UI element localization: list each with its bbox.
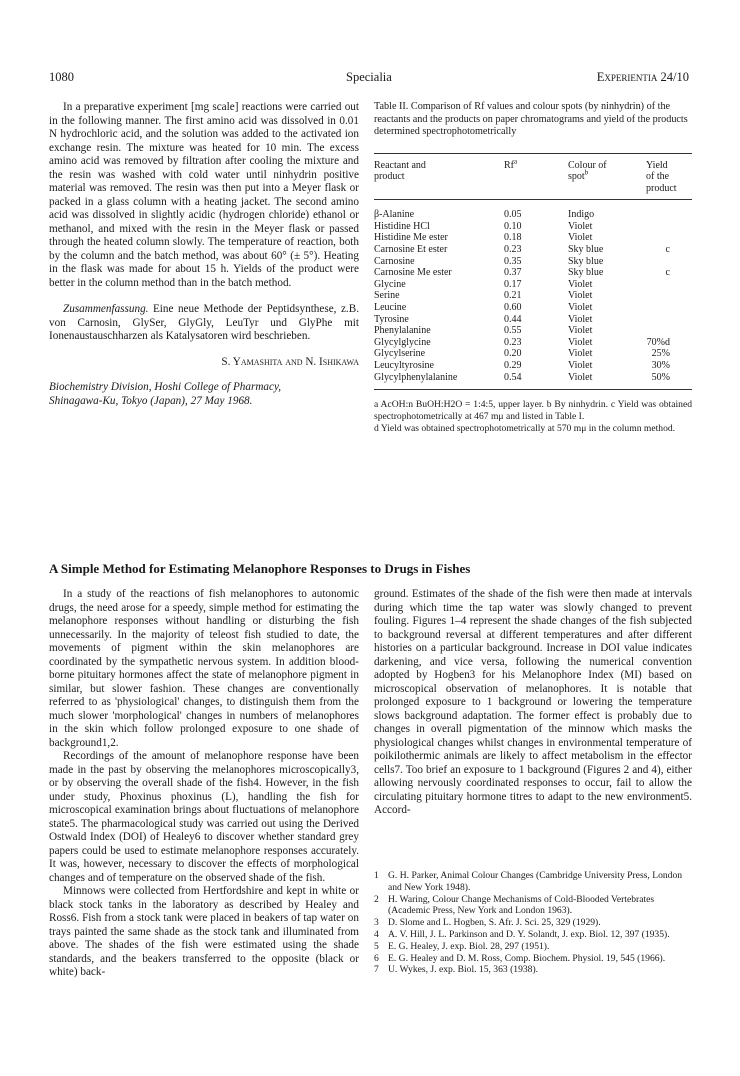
cell-colour: Violet [568, 371, 593, 383]
cell-reactant: Serine [374, 290, 400, 302]
table-row [374, 290, 692, 302]
cell-colour: Violet [568, 278, 593, 290]
cell-rf: 0.44 [504, 313, 522, 325]
article-left-column [49, 588, 359, 980]
table-row [374, 348, 692, 360]
table-row [374, 279, 692, 291]
table-caption: Table II. Comparison of Rf values and colour spots (by ninhydrin) of the reactants and the products on paper chromatograms and yield of the products determined spectrophotometrically [374, 101, 688, 137]
article-paragraph-2: Recordings of the amount of melanophore response have been made in the past by observing the melanophores microscopically3, or by observing the overall shade of the fish4. However, in the fish under study, Phoxinus phoxinus (L), handling the fish for microscopical examination brings about fluctuations of melanophore state5. The pharmacological study was carried out using the Derived Ostwald Index (DOI) of Healey6 to discover whether standard grey papers could be used to estimate melanophore responses accurately. It was, however, necessary to discover the effects of morphological changes and of temperature on the observed shade of the fish. [49, 750, 359, 884]
table-header [374, 157, 692, 195]
preparative-paragraph: In a preparative experiment [mg scale] reactions were carried out in the following manner. The first amino acid was dissolved in 0.01 N hydrochloric acid, and the solution was added to the activated ion exchange resin. The mixture was heated for 10 min. The excess amino acid was removed by filtration after cooling the mixture and the resin was washed with cold water until ninhydrin positive material was removed. The resin was then put into a Meyer flask or packed in a glass column with a heating jacket. The second amino acid was dissolved in slightly acidic (hydrogen chloride) ethanol or methanol, and mixed with the resin in the Meyer flask or passed through the heated column slowly. The temperature of reaction, both by the column and the batch method, was about 60° (± 5°). Heating in the flask was made for about 15 h. Yields of the product were better in the column method than in the batch method. [49, 101, 359, 289]
cell-colour: Violet [568, 302, 593, 314]
cell-rf: 0.37 [504, 267, 522, 279]
cell-colour: Violet [568, 336, 593, 348]
table-row [374, 337, 692, 349]
cell-rf: 0.60 [504, 302, 522, 314]
journal-name: Experientia 24/10 [596, 70, 689, 84]
table-footnotes [374, 399, 692, 434]
cell-rf: 0.21 [504, 290, 522, 302]
reference-text: E. G. Healey, J. exp. Biol. 28, 297 (1951). [388, 940, 550, 952]
header-rf: Rf$^a$ [504, 157, 518, 171]
table-row [374, 314, 692, 326]
reference-item [374, 941, 692, 953]
cell-reactant: Phenylalanine [374, 325, 431, 337]
reference-text: H. Waring, Colour Change Mechanisms of Cold-Blooded Vertebrates (Academic Press, New York and London 1963). [388, 893, 655, 917]
zusammenfassung-label: Zusammenfassung. [63, 303, 149, 315]
header-colour: Colour of spot$^b$ [568, 159, 607, 183]
zusammenfassung-text: Eine neue Methode der Peptidsynthese, z.B. von Carnosin, GlySer, GlyGly, LeuTyr und GlyPhe mit Ionenaustauschharzen als Katalysatoren wird beschrieben. [49, 303, 359, 342]
cell-colour: Violet [568, 220, 593, 232]
cell-yield: c [665, 267, 670, 279]
cell-colour: Indigo [568, 209, 595, 221]
table-row [374, 232, 692, 244]
cell-colour: Violet [568, 325, 593, 337]
reference-text: G. H. Parker, Animal Colour Changes (Cambridge University Press, London and New York 1948). [388, 870, 683, 893]
cell-yield [646, 221, 692, 233]
cell-yield: 50% [651, 371, 670, 383]
table-footnote-1: a AcOH:n BuOH:H2O = 1:4:5, upper layer. b By ninhydrin. c Yield was obtained spectrophotometrically at 467 mμ and listed in Table I. [374, 399, 692, 422]
cell-reactant: Glycine [374, 278, 406, 290]
cell-yield [646, 256, 692, 268]
cell-reactant: Glycylglycine [374, 336, 431, 348]
reference-number: 3 [374, 917, 379, 929]
cell-rf: 0.10 [504, 220, 522, 232]
cell-yield: 30% [651, 360, 670, 371]
table-footnote-2: d Yield was obtained spectrophotometrically at 570 mμ in the column method. [374, 422, 676, 434]
references [374, 870, 692, 976]
table-row [374, 372, 692, 384]
left-top-column [49, 101, 359, 408]
table-bottom-rule [374, 389, 692, 390]
reference-number: 5 [374, 940, 379, 952]
cell-rf: 0.54 [504, 371, 522, 383]
table-row [374, 360, 692, 372]
cell-reactant: Histidine HCl [374, 220, 430, 232]
cell-yield [646, 302, 692, 314]
cell-colour: Sky blue [568, 244, 604, 256]
cell-rf: 0.18 [504, 232, 522, 244]
cell-yield: 70%d [646, 336, 670, 348]
cell-reactant: Leucyltyrosine [374, 360, 434, 371]
affiliation-line-2: Shinagawa-Ku, Tokyo (Japan), 27 May 1968. [49, 394, 253, 407]
reference-number: 1 [374, 870, 379, 881]
reference-item [374, 870, 692, 894]
cell-yield: 25% [651, 348, 670, 360]
section-name: Specialia [346, 70, 392, 84]
reference-item [374, 929, 692, 941]
table-row [374, 302, 692, 314]
article-paragraph-1: In a study of the reactions of fish melanophores to autonomic drugs, the need arose for a speedy, simple method for estimating the melanophore responses without handling or disturbing the fish unnecessarily. In the majority of teleost fish studied to date, the movements of pigment within the skin melanophores are coordinated by the sympathetic nervous system. In addition blood-borne pituitary hormones affect the state of melanophore pigment in similar, but slower fashion. These changes are conventionally referred to as 'physiological' changes, to distinguish them from the much slower 'morphological' changes in numbers of melanophores in the skin which follow prolonged exposure to one shade of background1,2. [49, 588, 359, 749]
cell-colour: Violet [568, 313, 593, 325]
cell-yield [646, 325, 692, 337]
table-row [374, 267, 692, 279]
cell-reactant: Carnosine Me ester [374, 267, 452, 279]
reference-item [374, 894, 692, 918]
cell-colour: Violet [568, 290, 593, 302]
cell-colour: Violet [568, 360, 593, 371]
reference-number: 4 [374, 928, 379, 940]
cell-reactant: Carnosine [374, 255, 415, 267]
cell-reactant: Carnosine Et ester [374, 244, 448, 256]
table-row [374, 256, 692, 268]
cell-yield [646, 232, 692, 244]
reference-number: 2 [374, 893, 379, 905]
affiliation [49, 381, 359, 408]
reference-number: 7 [374, 964, 379, 976]
cell-rf: 0.05 [504, 209, 522, 221]
table-row [374, 244, 692, 256]
cell-reactant: Histidine Me ester [374, 232, 448, 244]
article-paragraph-4: ground. Estimates of the shade of the fish were then made at intervals during which time the tap water was slowly changed to prevent fouling. Figures 1–4 represent the shade changes of the fish subjected to background reversal at different temperatures and after different histories on a particular background. Increase in DOI value indicates darkening, and vice versa, following the numerical convention adopted by Hogben3 for his Melanophore Index (MI) based on microscopical observation of melanophores. It is notable that prolonged exposure to 1 background or lowering the temperature slows background adaptation. The former effect is probably due to changes in overall pigmentation of the minnow which masks the physiological changes whilst changes in environmental temperature of poikilothermic animals are likely to affect metabolism in the effector cells7. Too brief an exposure to 1 background (Figures 2 and 4), either allowing nervously coordinated responses to occur, fail to allow the circulating pituitary hormone titres to adapt to the new environment5. Accord- [374, 588, 692, 816]
cell-rf: 0.23 [504, 336, 522, 348]
cell-colour: Sky blue [568, 255, 604, 267]
cell-yield [646, 290, 692, 302]
cell-reactant: Glycylphenylalanine [374, 371, 458, 383]
cell-rf: 0.17 [504, 278, 522, 290]
page-number: 1080 [49, 70, 74, 84]
cell-rf: 0.29 [504, 360, 522, 371]
table-block [374, 101, 692, 435]
cell-colour: Sky blue [568, 267, 604, 279]
cell-yield [646, 209, 692, 221]
table-mid-rule [374, 199, 692, 200]
reference-item [374, 953, 692, 965]
table-top-rule [374, 153, 692, 154]
cell-yield [646, 314, 692, 326]
reference-item [374, 964, 692, 976]
reference-text: D. Slome and L. Hogben, S. Afr. J. Sci. 25, 329 (1929). [388, 917, 601, 929]
cell-colour: Violet [568, 348, 593, 360]
header-reactant: Reactant and product [374, 159, 426, 183]
cell-rf: 0.35 [504, 255, 522, 267]
cell-rf: 0.20 [504, 348, 522, 360]
reference-text: U. Wykes, J. exp. Biol. 15, 363 (1938). [388, 964, 539, 976]
cell-reactant: Tyrosine [374, 313, 409, 325]
article-right-column [374, 588, 692, 818]
cell-reactant: β-Alanine [374, 209, 415, 221]
cell-rf: 0.23 [504, 244, 522, 256]
table-row [374, 221, 692, 233]
table-row [374, 209, 692, 221]
header-yield: Yield of the product [646, 159, 677, 194]
reference-text: E. G. Healey and D. M. Ross, Comp. Biochem. Physiol. 19, 545 (1966). [388, 952, 666, 964]
cell-reactant: Leucine [374, 302, 407, 314]
authors: S. Yamashita and N. Ishikawa [221, 355, 359, 368]
affiliation-line-1: Biochemistry Division, Hoshi College of Pharmacy, [49, 381, 282, 393]
table-row [374, 325, 692, 337]
article-paragraph-3: Minnows were collected from Hertfordshire and kept in white or black stock tanks in the laboratory as described by Healey and Ross6. Fish from a stock tank were placed in beakers of tap water on trays painted the same shade as the stock tank and illuminated from above. The shades of the fish were estimated using the shade standards, and the beakers transferred to the opposite (black or white) back- [49, 885, 359, 978]
cell-reactant: Glycylserine [374, 348, 426, 360]
reference-item [374, 917, 692, 929]
cell-yield: c [665, 244, 670, 256]
reference-text: A. V. Hill, J. L. Parkinson and D. Y. Solandt, J. exp. Biol. 12, 397 (1935). [388, 928, 670, 940]
reference-number: 6 [374, 952, 379, 964]
article-title: A Simple Method for Estimating Melanophore Responses to Drugs in Fishes [49, 561, 471, 576]
zusammenfassung [49, 303, 359, 344]
table-body [374, 209, 692, 383]
cell-rf: 0.55 [504, 325, 522, 337]
cell-colour: Violet [568, 232, 593, 244]
cell-yield [646, 279, 692, 291]
